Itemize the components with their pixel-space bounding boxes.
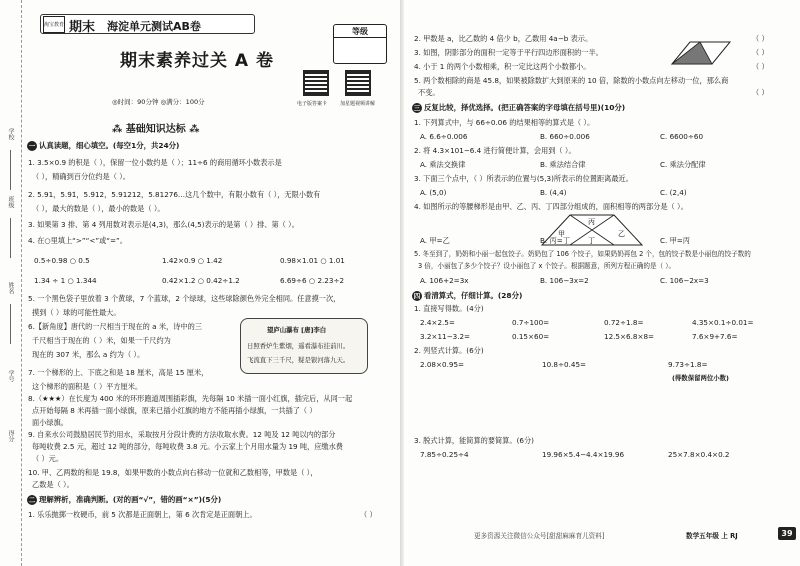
question-line: 不变。 [418, 88, 440, 97]
question-line: 1. 下列算式中，与 66÷0.06 的结果相等的算式是（ ）。 [414, 118, 595, 127]
calc-item[interactable]: 3.2×11−3.2= [420, 332, 471, 341]
calc-item[interactable]: 25×7.8×0.4×0.2 [668, 450, 730, 459]
brand-banner [40, 14, 255, 34]
calc-item[interactable]: 0.15×60= [512, 332, 550, 341]
calc-item[interactable]: 9.73÷1.8= [668, 360, 708, 369]
choice-option[interactable]: C. 106−2x=3 [660, 276, 709, 285]
calc-item[interactable]: 12.5×6.8×8= [604, 332, 655, 341]
question-line: 5. 一个黑色袋子里放着 3 个黄球，7 个蓝球，2 个绿球，这些球除颜色外完全相同。任意摸一次， [28, 294, 341, 303]
question-line: 9. 自来水公司鼓励居民节约用水，采取按月分段计费的方法收取水费。12 吨及 12 吨以内的部分 [28, 430, 336, 439]
question-line: 2. 5.91，5.9̇1̇，5.9̇12，5.91212，5.81276…这几个数中，有限小数有（ ），无限小数有 [28, 190, 321, 199]
section-heading-text: 反复比较，择优选择。(把正确答案的字母填在括号里)(10分) [424, 103, 626, 112]
calc-item[interactable]: 0.7÷100= [512, 318, 550, 327]
section-number-icon: 一 [28, 142, 36, 150]
section-heading-text: 认真读题，细心填空。(每空1分，共24分) [39, 141, 180, 150]
question-line: 2. 将 4.3×101−6.4 进行简便计算，会用到（ ）。 [414, 146, 576, 155]
compare-item: 0.42×1.2 ○ 0.42÷1.2 [162, 276, 240, 285]
choice-option[interactable]: A. 6.6÷0.006 [420, 132, 468, 141]
qr-label: 电子版答案卡 [297, 101, 328, 107]
question-line: 10. 甲、乙两数的和是 19.8，如果甲数的小数点向右移动一位就和乙数相等，甲数是（ ）， [28, 468, 318, 477]
book-gutter [400, 0, 404, 566]
question-line: 4. 在○里填上“>”“<”或“=”。 [28, 236, 127, 245]
question-line: 摸到（ ）球的可能性最大。 [32, 308, 121, 317]
poem-title: 望庐山瀑布 [唐]李白 [267, 326, 327, 334]
compare-item: 0.98×1.01 ○ 1.01 [280, 256, 345, 265]
binding-class: 班级 [7, 196, 14, 208]
question-line: 千尺相当于现在的（ ）米，如果一千尺约为 [32, 336, 171, 345]
compare-item: 6.69÷6 ○ 2.23÷2 [280, 276, 345, 285]
choice-option[interactable]: B. 丙=丁 [540, 236, 570, 245]
calc-item[interactable]: 0.72÷1.8= [604, 318, 644, 327]
binding-line [10, 218, 11, 258]
compare-item: 1.42×0.9 ○ 1.42 [162, 256, 223, 265]
calc-item[interactable]: 19.96×5.4−4.4×19.96 [542, 450, 625, 459]
question-line: （ ）元。 [32, 454, 64, 463]
question-line: 2. 甲数是 a，比乙数的 4 倍少 b，乙数用 4a−b 表示。 [414, 34, 593, 43]
section-number-icon: 三 [413, 104, 421, 112]
choice-option[interactable]: C. 6600÷60 [660, 132, 704, 141]
choice-option[interactable]: B. 660÷0.006 [540, 132, 590, 141]
binding-line [10, 150, 11, 190]
section-heading-text: 看清算式，仔细计算。(28分) [424, 291, 523, 300]
page-title: 期末素养过关 A 卷 [120, 51, 274, 71]
brand-logo: 淘宝教育 [43, 16, 65, 33]
qr-label: 加星题视频讲解 [340, 101, 376, 107]
footer-notice: 更多资源关注微信公众号[甜甜麻麻育儿资料] [474, 532, 605, 540]
answer-bracket[interactable]: （ ） [752, 88, 769, 97]
question-line: （ ），精确到百分位约是（ ）。 [32, 172, 130, 181]
calc-item[interactable]: 7.6×9+7.6= [692, 332, 738, 341]
choice-option[interactable]: C. 乘法分配律 [660, 160, 706, 169]
answer-bracket[interactable]: （ ） [752, 62, 769, 71]
question-line: 4. 如图所示的等腰梯形是由甲、乙、丙、丁四部分组成的，面积相等的两部分是（ ）。 [414, 202, 688, 211]
binding-id: 学号 [7, 370, 14, 382]
subsection-title: 1. 直接写得数。(4分) [414, 304, 484, 313]
section-number-icon: 二 [28, 496, 36, 504]
choice-option[interactable]: C. 甲=丙 [660, 236, 690, 245]
question-line: 5. 两个数相除的商是 45.8，如果被除数扩大到原来的 10 倍，除数的小数点向左移动一位，那么商 [414, 76, 729, 85]
section-heading [27, 140, 179, 151]
exam-meta: ◎时间：90分钟 ◎满分：100分 [112, 98, 205, 106]
calc-item[interactable]: 4.35×0.1÷0.01= [692, 318, 754, 327]
answer-bracket[interactable]: （ ） [752, 48, 769, 57]
question-line: 面小绿旗。 [32, 418, 68, 427]
binding-name: 姓名 [7, 282, 14, 294]
question-line: 4. 小于 1 的两个小数相乘，积一定比这两个小数都小。 [414, 62, 591, 71]
choice-option[interactable]: A. 乘法交换律 [420, 160, 466, 169]
section-banner-text: 基础知识达标 [125, 124, 186, 135]
brand-mark: 期末 [69, 20, 96, 35]
page-number: 39 [778, 527, 796, 540]
binding-strip [0, 0, 22, 566]
section-number-icon: 四 [413, 292, 421, 300]
question-line: 6.【新角度】唐代的一尺相当于现在的 a 米，诗中的三 [28, 322, 202, 331]
compare-item: 0.5÷0.98 ○ 0.5 [34, 256, 90, 265]
question-line: （ ），最大的数是（ ），最小的数是（ ）。 [32, 204, 165, 213]
subsection-title: 3. 脱式计算，能简算的要简算。(6分) [414, 436, 534, 445]
section-heading [27, 494, 221, 505]
choice-option[interactable]: B. (4,4) [540, 188, 567, 197]
question-line: 这个梯形的面积是（ ）平方厘米。 [32, 382, 143, 391]
question-line: 点开始每隔 8 米再插一面小绿旗，原来已插小红旗的地方不能再插小绿旗，一共插了（ ） [32, 406, 317, 415]
calc-item[interactable]: 2.08×0.95= [420, 360, 465, 369]
binding-score: 得分 [7, 430, 14, 442]
answer-bracket[interactable]: （ ） [752, 34, 769, 43]
section-banner: ⁂ 基础知识达标 ⁂ [112, 124, 200, 135]
compare-item: 1.34 ÷ 1 ○ 1.344 [34, 276, 97, 285]
grade-box [333, 24, 387, 64]
region-label-bing: 丙 [588, 218, 595, 226]
rounding-note: (得数保留两位小数) [672, 374, 729, 382]
calc-item[interactable]: 7.85÷0.25÷4 [420, 450, 469, 459]
choice-option[interactable]: A. (5,0) [420, 188, 447, 197]
poem-line: 日照香炉生紫烟，遥看瀑布挂前川。 [247, 342, 350, 350]
question-line: 现在的 307 米，那么 a 约为（ ）。 [32, 350, 145, 359]
region-label-ding: 丁 [588, 237, 595, 245]
grade-label: 等级 [334, 25, 386, 38]
question-line: 每吨收费 2.5 元，超过 12 吨的部分，每吨收费 3.8 元。小云家上个月用水量为 19 吨，应缴水费 [32, 442, 343, 451]
book-label: 数学五年级 上 RJ [686, 532, 738, 540]
choice-option[interactable]: A. 106+2=3x [420, 276, 469, 285]
series-title: 海淀单元测试AB卷 [107, 20, 201, 33]
parallelogram-figure [662, 40, 732, 66]
subsection-title: 2. 列竖式计算。(6分) [414, 346, 484, 355]
question-line: 3 倍，小丽包了多少个饺子？设小丽包了 x 个饺子。根据题意，所列方程正确的是（ ）。 [418, 262, 676, 270]
question-line: 5. 冬至到了，奶奶和小丽一起包饺子。奶奶包了 106 个饺子，如果奶奶再包 2 个，包的饺子数是小丽包的饺子数的 [414, 250, 751, 258]
region-label-yi: 乙 [618, 230, 625, 238]
choice-option[interactable]: B. 乘法结合律 [540, 160, 586, 169]
question-line: 乙数是（ ）。 [32, 480, 74, 489]
calc-item[interactable]: 10.8÷0.45= [542, 360, 587, 369]
answer-bracket[interactable]: （ ） [360, 510, 377, 519]
choice-option[interactable]: A. 甲=乙 [420, 236, 450, 245]
choice-option[interactable]: B. 106−3x=2 [540, 276, 589, 285]
poem-box [240, 318, 368, 374]
question-line: 7. 一个梯形的上、下底之和是 18 厘米，高是 15 厘米， [28, 368, 209, 377]
choice-option[interactable]: C. (2,4) [660, 188, 687, 197]
binding-school: 学校 [7, 128, 14, 140]
video-qr-code[interactable] [345, 70, 371, 96]
poem-line: 飞流直下三千尺，疑是银河落九天。 [247, 356, 350, 364]
question-line: 8.（★★★）在长度为 400 米的环形跑道周围插彩旗，先每隔 10 米插一面小红旗，插完后，从同一起 [28, 394, 353, 403]
binding-line [10, 304, 11, 344]
section-heading [412, 290, 522, 301]
section-heading [412, 102, 625, 113]
question-line: 3. 如图，阴影部分的面积一定等于平行四边形面积的一半。 [414, 48, 603, 57]
question-line: 3. 如果第 3 排、第 4 列用数对表示是(4,3)，那么(4,5)表示的是第（ ）排、第（ ）。 [28, 220, 299, 229]
question-line: 1. 3.5×0.9 的积是（ ），保留一位小数约是（ ）；11÷6 的商用循环小数表示是 [28, 158, 282, 167]
section-heading-text: 理解辨析，准确判断。(对的画“√”，错的画“×”)(5分) [39, 495, 222, 504]
region-label-jia: 甲 [558, 230, 565, 238]
calc-item[interactable]: 2.4×2.5= [420, 318, 455, 327]
question-line: 1. 乐乐抛掷一枚硬币，前 5 次都是正面朝上，第 6 次肯定是正面朝上。 [28, 510, 257, 519]
answer-qr-code[interactable] [303, 70, 329, 96]
question-line: 3. 下面三个点中，（ ）所表示的位置与(5,3)所表示的位置距离最近。 [414, 174, 633, 183]
